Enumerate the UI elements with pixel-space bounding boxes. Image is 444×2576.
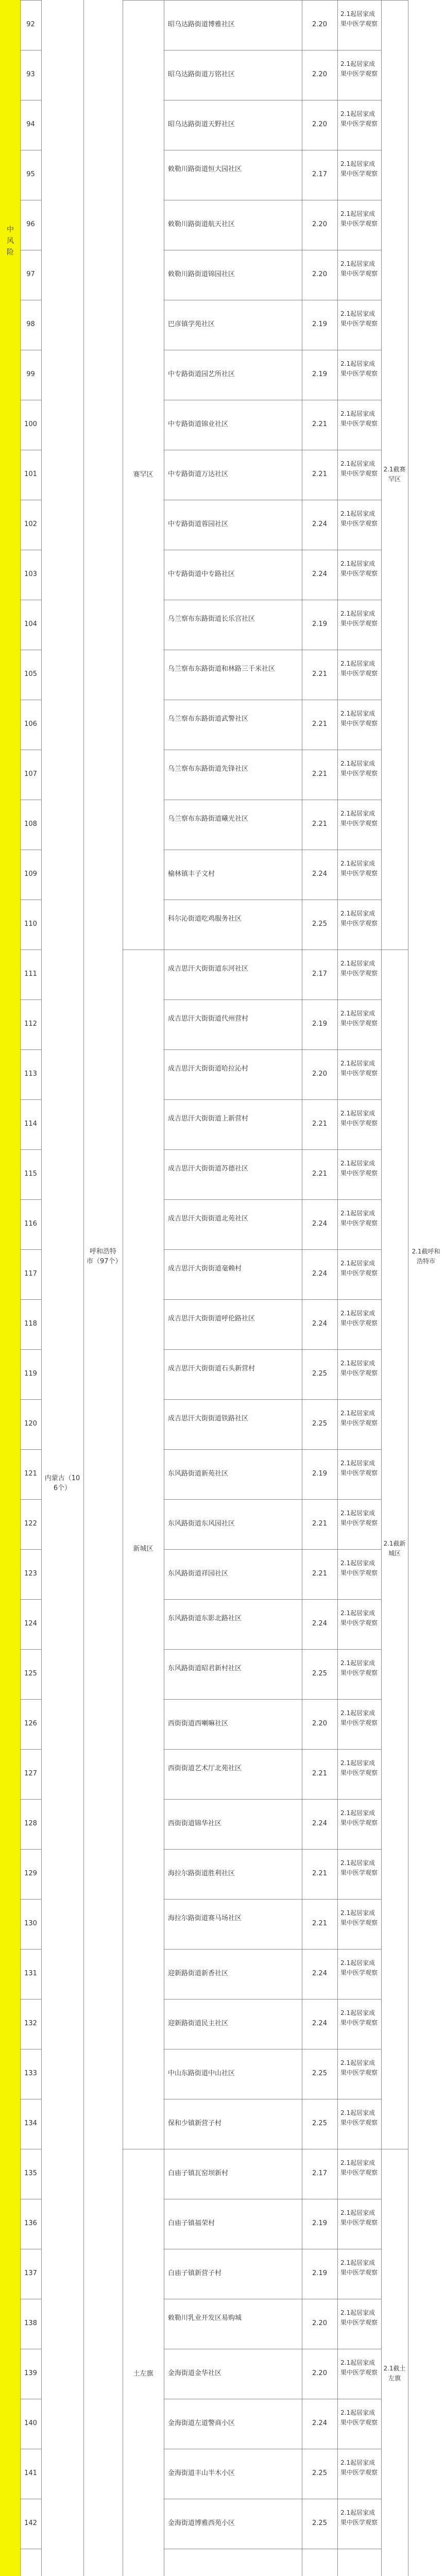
status-text: 2.1起居家成果中医学观察 [340, 1709, 378, 1726]
status-text: 2.1起居家成果中医学观察 [340, 1510, 378, 1527]
status-text: 2.1起居家成果中医学观察 [340, 160, 378, 177]
status-text: 2.1起居家成果中医学观察 [340, 1360, 378, 1377]
onset-date: 2.25 [312, 1670, 327, 1677]
onset-date: 2.17 [312, 2170, 327, 2177]
place-name: 东风路街道东影北路社区 [168, 1615, 242, 1622]
status-text: 2.1起居家成果中医学观察 [340, 1759, 378, 1776]
row-number: 116 [24, 1220, 37, 1228]
place-name: 西街街道锦华社区 [168, 1820, 222, 1827]
onset-date: 2.25 [312, 1370, 327, 1378]
status-text: 2.1起居家成果中医学观察 [340, 560, 378, 577]
onset-date: 2.19 [312, 1020, 327, 1028]
status-text: 2.1起居家成果中医学观察 [340, 1859, 378, 1876]
row-number: 127 [24, 1770, 37, 1777]
row-number: 103 [24, 570, 37, 578]
status-text: 2.1起居家成果中医学观察 [340, 410, 378, 427]
place-name: 中专路街道园艺所社区 [168, 370, 235, 378]
place-name: 金海街道丰山半木小区 [168, 2469, 235, 2477]
onset-date: 2.19 [312, 620, 327, 628]
place-name: 西街街道西喇嘛社区 [168, 1720, 229, 1727]
place-name: 成吉思汗大街街道呼伦路社区 [168, 1315, 255, 1323]
status-text: 2.1起居家成果中医学观察 [340, 2209, 378, 2226]
status-text: 2.1起居家成果中医学观察 [340, 1460, 378, 1477]
place-name: 敕勒川路街道锦园社区 [168, 270, 235, 278]
status-text: 2.1起居家成果中医学观察 [340, 2259, 378, 2276]
onset-date: 2.25 [312, 2070, 327, 2077]
row-number: 108 [24, 820, 37, 828]
status-text: 2.1起居家成果中医学观察 [340, 1560, 378, 1577]
row-number: 138 [24, 2319, 37, 2327]
row-number: 107 [24, 770, 37, 778]
place-name: 乌兰察布东路街道长乐宫社区 [168, 615, 255, 623]
row-number: 112 [24, 1020, 37, 1028]
status-text: 2.1起居家成果中医学观察 [340, 1659, 378, 1676]
onset-date: 2.24 [312, 2020, 327, 2027]
place-name: 东风路街道新苑社区 [168, 1470, 229, 1478]
risk-level-label: 中风险 [7, 226, 14, 257]
row-number: 119 [24, 1370, 37, 1378]
district-name: 土左旗 [133, 2369, 153, 2378]
place-name: 白庙子镇新营子村 [168, 2269, 222, 2277]
right-summary: 2.1截呼和浩特市 [412, 1248, 440, 1265]
row-number: 130 [24, 1920, 37, 1927]
row-number: 96 [26, 221, 35, 228]
place-name: 昭乌达路街道天野社区 [168, 121, 235, 128]
status-text: 2.1起居家成果中医学观察 [340, 10, 378, 27]
place-name: 成吉思汗大街街道北苑社区 [168, 1215, 249, 1223]
row-number: 131 [24, 1970, 37, 1977]
status-text: 2.1起居家成果中医学观察 [340, 2009, 378, 2026]
onset-date: 2.21 [312, 720, 327, 728]
onset-date: 2.19 [312, 370, 327, 378]
onset-date: 2.24 [312, 570, 327, 578]
row-number: 111 [24, 970, 37, 978]
row-number: 106 [24, 720, 37, 728]
row-number: 135 [24, 2170, 37, 2177]
place-name: 成吉思汗大街街道毫赖村 [168, 1265, 242, 1273]
row-number: 101 [24, 470, 37, 478]
place-name: 东风路街道东风园社区 [168, 1520, 235, 1528]
row-number: 136 [24, 2219, 37, 2227]
status-text: 2.1起居家成果中医学观察 [340, 960, 378, 977]
onset-date: 2.20 [312, 2369, 327, 2377]
district-name: 新城区 [133, 1545, 153, 1553]
onset-date: 2.17 [312, 171, 327, 178]
row-number: 137 [24, 2269, 37, 2277]
onset-date: 2.17 [312, 970, 327, 978]
row-number: 94 [26, 121, 35, 128]
onset-date: 2.21 [312, 1120, 327, 1128]
status-text: 2.1起居家成果中医学观察 [340, 1909, 378, 1926]
onset-date: 2.25 [312, 2519, 327, 2527]
place-name: 东风路街道祥园社区 [168, 1570, 229, 1578]
place-name: 金海街道金华社区 [168, 2369, 222, 2377]
place-name: 金海街道博雅西苑小区 [168, 2519, 235, 2527]
place-name: 昭乌达路街道博雅社区 [168, 21, 235, 28]
onset-date: 2.24 [312, 2419, 327, 2427]
row-number: 122 [24, 1520, 37, 1528]
onset-date: 2.20 [312, 270, 327, 278]
place-name: 中山东路街道中山社区 [168, 2070, 235, 2077]
row-number: 97 [26, 270, 35, 278]
place-name: 成吉思汗大街街道哈拉沁村 [168, 1065, 249, 1073]
place-name: 中专路街道锦业社区 [168, 420, 229, 428]
district-summary: 2.1截新城区 [383, 1540, 406, 1557]
onset-date: 2.21 [312, 1570, 327, 1578]
place-name: 中专路街道中专路社区 [168, 570, 235, 578]
place-name: 乌兰察布东路街道武警社区 [168, 715, 249, 723]
onset-date: 2.20 [312, 71, 327, 78]
row-number: 142 [24, 2519, 37, 2527]
row-number: 102 [24, 520, 37, 528]
onset-date: 2.21 [312, 770, 327, 778]
onset-date: 2.20 [312, 2319, 327, 2327]
row-number: 140 [24, 2419, 37, 2427]
place-name: 东风路街道昭君新村社区 [168, 1665, 242, 1672]
onset-date: 2.21 [312, 420, 327, 428]
place-name: 成吉思汗大街街道铁路社区 [168, 1415, 249, 1422]
onset-date: 2.21 [312, 1920, 327, 1927]
city-name: 呼和浩特市（97个） [87, 1248, 122, 1265]
place-name: 成吉思汗大街街道上新营村 [168, 1115, 249, 1123]
place-name: 乌兰察布东路街道和林路三千米社区 [168, 665, 276, 673]
onset-date: 2.25 [312, 1420, 327, 1428]
onset-date: 2.24 [312, 520, 327, 528]
onset-date: 2.25 [312, 2469, 327, 2477]
row-number: 117 [24, 1270, 37, 1278]
status-text: 2.1起居家成果中医学观察 [340, 1010, 378, 1027]
status-text: 2.1起居家成果中医学观察 [340, 610, 378, 627]
row-number: 121 [24, 1470, 37, 1478]
place-name: 乌兰察布东路街道先锋社区 [168, 765, 249, 773]
place-name: 科尔沁街道吃鸡服务社区 [168, 915, 242, 923]
status-text: 2.1起居家成果中医学观察 [340, 1210, 378, 1227]
row-number: 133 [24, 2070, 37, 2077]
status-text: 2.1起居家成果中医学观察 [340, 860, 378, 877]
place-name: 海拉尔路街道赛马场社区 [168, 1914, 242, 1922]
onset-date: 2.20 [312, 121, 327, 128]
row-number: 126 [24, 1720, 37, 1727]
row-number: 114 [24, 1120, 37, 1128]
status-text: 2.1起居家成果中医学观察 [340, 1260, 378, 1277]
status-text: 2.1起居家成果中医学观察 [340, 2359, 378, 2376]
status-text: 2.1起居家成果中医学观察 [340, 1609, 378, 1626]
row-number: 92 [26, 21, 35, 28]
status-text: 2.1起居家成果中医学观察 [340, 360, 378, 377]
row-number: 132 [24, 2020, 37, 2027]
onset-date: 2.24 [312, 1970, 327, 1977]
status-text: 2.1起居家成果中医学观察 [340, 910, 378, 927]
row-number: 109 [24, 870, 37, 878]
place-name: 成吉思汗大街街道石头新营村 [168, 1365, 255, 1372]
onset-date: 2.20 [312, 1070, 327, 1078]
row-number: 141 [24, 2469, 37, 2477]
place-name: 敕勒川乳业开发区易购城 [168, 2314, 242, 2322]
district-summary: 2.1截土左旗 [383, 2364, 406, 2382]
status-text: 2.1起居家成果中医学观察 [340, 2509, 378, 2526]
place-name: 成吉思汗大街街道代州营村 [168, 1015, 249, 1023]
status-text: 2.1起居家成果中医学观察 [340, 1160, 378, 1177]
onset-date: 2.24 [312, 870, 327, 878]
onset-date: 2.21 [312, 670, 327, 678]
row-number: 95 [26, 171, 35, 178]
onset-date: 2.24 [312, 1270, 327, 1278]
status-text: 2.1起居家成果中医学观察 [340, 1410, 378, 1427]
district-name: 赛罕区 [133, 470, 153, 479]
onset-date: 2.25 [312, 920, 327, 928]
onset-date: 2.19 [312, 2269, 327, 2277]
place-name: 成吉思汗大街街道东河社区 [168, 965, 249, 973]
status-text: 2.1起居家成果中医学观察 [340, 1809, 378, 1826]
status-text: 2.1起居家成果中医学观察 [340, 460, 378, 477]
row-number: 120 [24, 1420, 37, 1428]
onset-date: 2.21 [312, 1520, 327, 1528]
onset-date: 2.19 [312, 320, 327, 328]
place-name: 迎新路街道新香社区 [168, 1970, 229, 1977]
status-text: 2.1起居家成果中医学观察 [340, 2109, 378, 2126]
place-name: 金海街道左道警商小区 [168, 2419, 235, 2427]
onset-date: 2.21 [312, 470, 327, 478]
onset-date: 2.19 [312, 2219, 327, 2227]
status-text: 2.1起居家成果中医学观察 [340, 510, 378, 527]
row-number: 139 [24, 2369, 37, 2377]
row-number: 124 [24, 1620, 37, 1628]
status-text: 2.1起居家成果中医学观察 [340, 2309, 378, 2326]
place-name: 海拉尔路街道胜利社区 [168, 1870, 235, 1877]
status-text: 2.1起居家成果中医学观察 [340, 760, 378, 777]
status-text: 2.1起居家成果中医学观察 [340, 60, 378, 77]
province-name: 内蒙古（106个） [44, 1475, 80, 1492]
place-name: 迎新路街道民主社区 [168, 2020, 229, 2027]
row-number: 99 [26, 370, 35, 378]
place-name: 西街街道艺术厅北苑社区 [168, 1765, 242, 1772]
place-name: 保和少镇新营子村 [168, 2120, 222, 2127]
row-number: 123 [24, 1570, 37, 1578]
status-text: 2.1起居家成果中医学观察 [340, 110, 378, 127]
onset-date: 2.20 [312, 1720, 327, 1727]
onset-date: 2.21 [312, 1170, 327, 1178]
row-number: 118 [24, 1320, 37, 1328]
onset-date: 2.20 [312, 21, 327, 28]
row-number: 134 [24, 2120, 37, 2127]
status-text: 2.1起居家成果中医学观察 [340, 810, 378, 827]
status-text: 2.1起居家成果中医学观察 [340, 1959, 378, 1976]
place-name: 中专路街道万达社区 [168, 470, 229, 478]
row-number: 125 [24, 1670, 37, 1677]
place-name: 敕勒川路街道航天社区 [168, 221, 235, 228]
onset-date: 2.24 [312, 1320, 327, 1328]
status-text: 2.1起居家成果中医学观察 [340, 260, 378, 277]
status-text: 2.1起居家成果中医学观察 [340, 210, 378, 227]
row-number: 100 [24, 420, 37, 428]
place-name: 成吉思汗大街街道苏德社区 [168, 1165, 249, 1173]
status-text: 2.1起居家成果中医学观察 [340, 2159, 378, 2176]
status-text: 2.1起居家成果中医学观察 [340, 1310, 378, 1327]
place-name: 白庙子镇福荣村 [168, 2219, 215, 2227]
place-name: 白庙子镇瓦窑坝新村 [168, 2170, 229, 2177]
status-text: 2.1起居家成果中医学观察 [340, 2059, 378, 2076]
onset-date: 2.21 [312, 1770, 327, 1777]
status-text: 2.1起居家成果中医学观察 [340, 660, 378, 677]
place-name: 榆林镇丰子文村 [168, 870, 215, 878]
row-number: 113 [24, 1070, 37, 1078]
row-number: 104 [24, 620, 37, 628]
row-number: 128 [24, 1820, 37, 1827]
onset-date: 2.24 [312, 1220, 327, 1228]
onset-date: 2.19 [312, 1470, 327, 1478]
onset-date: 2.21 [312, 1870, 327, 1877]
status-text: 2.1起居家成果中医学观察 [340, 710, 378, 727]
place-name: 昭乌达路街道万铭社区 [168, 71, 235, 78]
place-name: 乌兰察布东路街道曦光社区 [168, 815, 249, 823]
place-name: 敕勒川路街道恒大园社区 [168, 165, 242, 173]
status-text: 2.1起居家成果中医学观察 [340, 2459, 378, 2476]
onset-date: 2.24 [312, 1820, 327, 1827]
status-text: 2.1起居家成果中医学观察 [340, 2409, 378, 2426]
status-text: 2.1起居家成果中医学观察 [340, 1060, 378, 1077]
onset-date: 2.21 [312, 820, 327, 828]
status-text: 2.1起居家成果中医学观察 [340, 1110, 378, 1127]
row-number: 110 [24, 920, 37, 928]
place-name: 巴彦镇学苑社区 [168, 320, 215, 328]
status-text: 2.1起居家成果中医学观察 [340, 310, 378, 327]
onset-date: 2.24 [312, 1620, 327, 1628]
row-number: 105 [24, 670, 37, 678]
place-name: 中专路街道蓉园社区 [168, 520, 229, 528]
row-number: 115 [24, 1170, 37, 1178]
district-summary: 2.1截赛罕区 [383, 465, 406, 483]
onset-date: 2.25 [312, 2120, 327, 2127]
row-number: 93 [26, 71, 35, 78]
row-number: 129 [24, 1870, 37, 1877]
row-number: 98 [26, 320, 35, 328]
onset-date: 2.20 [312, 221, 327, 228]
